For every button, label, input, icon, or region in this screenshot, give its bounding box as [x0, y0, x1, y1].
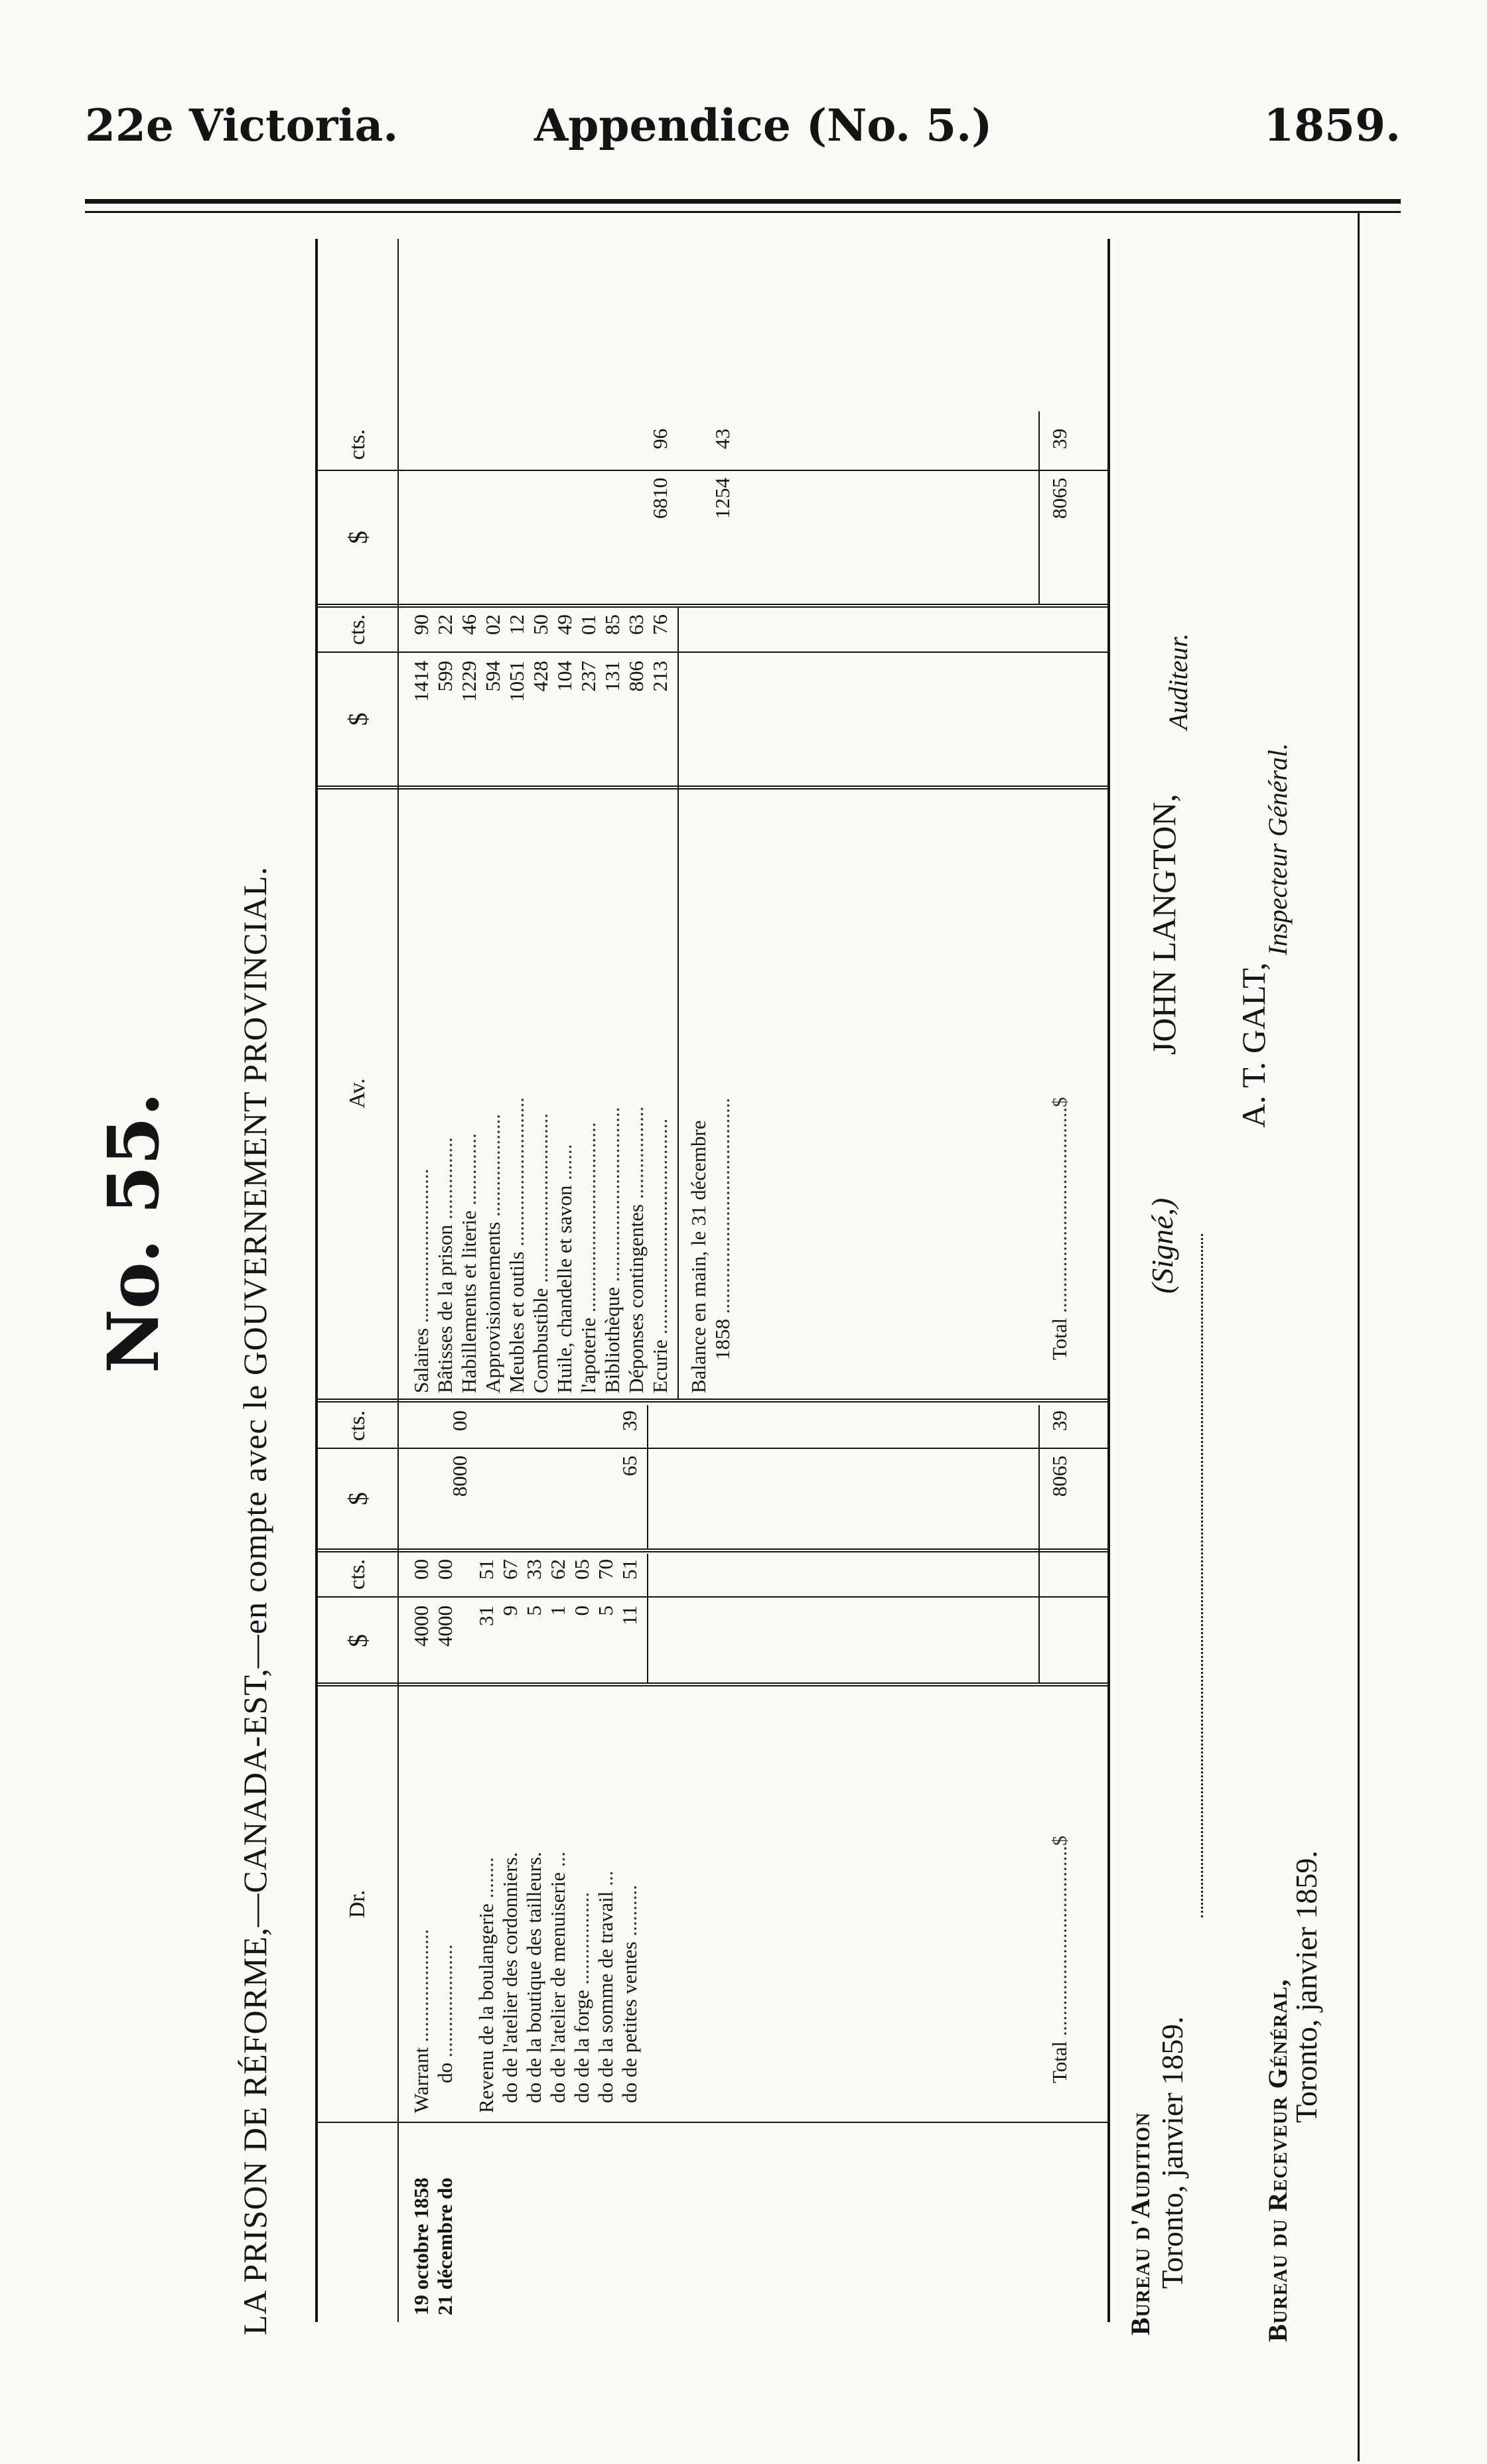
- header-dollar: $: [342, 1492, 373, 1505]
- credit-amount: 213: [648, 661, 672, 692]
- col-rule: [318, 2122, 1107, 2123]
- credit-cents: 02: [481, 614, 504, 635]
- debit-desc: Revenu de la boulangerie ........: [474, 1857, 498, 2113]
- debit-subtotal: 8000: [448, 1456, 471, 1497]
- credit-subtotal-cents: 96: [648, 429, 672, 449]
- header-cts: cts.: [345, 429, 370, 460]
- debit-amount: 0: [570, 1606, 593, 1616]
- credit-cents: 12: [505, 614, 528, 635]
- credit-amount: 594: [481, 661, 504, 692]
- receiver-office: Bureau du Receveur Général,: [1263, 1978, 1293, 2342]
- credit-cents: 90: [409, 614, 433, 635]
- debit-desc: do de l'atelier des cordonniers.: [498, 1852, 522, 2103]
- credit-amount: 1051: [505, 661, 528, 702]
- col-rule: [318, 1448, 1107, 1449]
- debit-amount: 4000: [433, 1606, 457, 1647]
- debit-total-amount: 8065: [1048, 1456, 1071, 1497]
- credit-total-amount: 8065: [1048, 478, 1071, 519]
- debit-amount: 9: [498, 1606, 522, 1616]
- balance-label: Balance en main, le 31 décembre: [687, 1120, 710, 1393]
- debit-cents: 51: [618, 1559, 641, 1580]
- header-dollar: $: [342, 531, 373, 544]
- debit-desc: do de l'atelier de menuiserie ...: [546, 1851, 569, 2103]
- header-cts: cts.: [345, 614, 370, 646]
- credit-desc: Habillements et literie ..............: [457, 1133, 480, 1393]
- account-table: [315, 239, 1110, 2322]
- debit-amount: 1: [546, 1606, 569, 1616]
- credit-desc: Combustible .................................: [529, 1113, 552, 1393]
- credit-cents: 76: [648, 614, 672, 635]
- header-av: Av.: [345, 1078, 370, 1109]
- credit-amount: 428: [529, 661, 552, 692]
- auditor-name: JOHN LANGTON,: [1145, 793, 1182, 1055]
- debit-cents: 33: [522, 1559, 545, 1580]
- debit-desc: do de petites ventes ..........: [618, 1885, 641, 2103]
- separator-line: [1201, 1234, 1203, 1917]
- debit-cents: 00: [433, 1559, 457, 1580]
- credit-cents: 22: [433, 614, 457, 635]
- credit-desc: Déponses contingentes ..................: [624, 1106, 648, 1393]
- credit-desc: Salaires ..............................: [409, 1168, 433, 1393]
- credit-amount: 806: [624, 661, 648, 692]
- debit-cents: 67: [498, 1559, 522, 1580]
- credit-total-cents: 39: [1048, 429, 1071, 449]
- subtotal-rule: [647, 1405, 648, 1548]
- signed-note: (Signé,): [1145, 1198, 1179, 1294]
- header-center: Appendice (No. 5.): [534, 100, 993, 151]
- debit-amount: 5: [594, 1606, 617, 1616]
- debit-total-cents: 39: [1048, 1410, 1071, 1431]
- debit-subtotal-cents: 39: [618, 1410, 641, 1431]
- audit-office: Bureau d'Audition: [1125, 2112, 1155, 2335]
- credit-amount: 1414: [409, 661, 433, 702]
- auditor-title: Auditeur.: [1163, 633, 1193, 730]
- debit-total-label: Total .....................................$: [1048, 1835, 1071, 2083]
- debit-cents: 62: [546, 1559, 569, 1580]
- debit-amount: 5: [522, 1606, 545, 1616]
- credit-cents: 63: [624, 614, 648, 635]
- debit-desc: do ......................: [433, 1944, 457, 2083]
- header-cts: cts.: [345, 1558, 370, 1590]
- debit-date: 19 octobre 1858: [409, 2177, 433, 2315]
- audit-office-place: Toronto, janvier 1859.: [1155, 2016, 1189, 2289]
- credit-amount: 104: [553, 661, 576, 692]
- rotated-document: [86, 179, 1347, 2388]
- debit-amount: 4000: [409, 1606, 433, 1647]
- credit-cents: 01: [577, 614, 600, 635]
- balance-cents: 43: [711, 429, 734, 449]
- credit-subtotal: 6810: [648, 478, 672, 519]
- receiver-name: A. T. GALT,: [1235, 962, 1272, 1128]
- document-title: LA PRISON DE RÉFORME,—CANADA-EST,—en compte avec le GOUVERNEMENT PROVINCIAL.: [236, 866, 273, 2335]
- debit-cents: 00: [409, 1559, 433, 1580]
- credit-cents: 49: [553, 614, 576, 635]
- header-dollar: $: [342, 1634, 373, 1647]
- credit-desc: Ecurie ..........................................: [648, 1118, 672, 1393]
- total-rule: [1038, 411, 1040, 604]
- debit-cents: 05: [570, 1559, 593, 1580]
- balance-year: 1858 ..........................................: [711, 1097, 734, 1360]
- debit-subtotal: 65: [618, 1456, 641, 1476]
- col-rule-double: [318, 1548, 1107, 1552]
- credit-amount: 599: [433, 661, 457, 692]
- document-number: No. 55.: [92, 1092, 175, 1373]
- debit-desc: do de la somme de travail ...: [594, 1870, 617, 2103]
- credit-desc: l'apoterie .....................................: [577, 1122, 600, 1393]
- subtotal-rule: [647, 1554, 648, 1684]
- credit-desc: Bâtisses de la prison ................: [433, 1137, 457, 1393]
- header-left: 22e Victoria.: [85, 100, 399, 151]
- receiver-office-place: Toronto, janvier 1859.: [1289, 1850, 1323, 2123]
- page-right-rule: [1358, 212, 1360, 2461]
- header-dollar: $: [342, 713, 373, 726]
- debit-cents: 51: [474, 1559, 498, 1580]
- credit-desc: Huile, chandelle et savon .......: [553, 1144, 576, 1393]
- balance-amount: 1254: [711, 478, 734, 519]
- col-rule-double: [318, 604, 1107, 608]
- credit-cents: 50: [529, 614, 552, 635]
- credit-cents: 46: [457, 614, 480, 635]
- debit-amount: 31: [474, 1606, 498, 1626]
- debit-desc: do de la forge ..................: [570, 1892, 593, 2103]
- debit-date: 21 décembre do: [433, 2177, 457, 2315]
- credit-amount: 1229: [457, 661, 480, 702]
- header-dr: Dr.: [345, 1889, 370, 1919]
- debit-desc: Warrant ......................: [409, 1929, 433, 2113]
- credit-desc: Bibliothèque ..................................: [601, 1107, 624, 1393]
- credit-desc: Approvisionnements ....................: [481, 1113, 504, 1393]
- credit-amount: 237: [577, 661, 600, 692]
- col-rule-double: [318, 786, 1107, 789]
- subtotal-rule: [677, 608, 679, 1399]
- header-cts: cts.: [345, 1410, 370, 1442]
- credit-cents: 85: [601, 614, 624, 635]
- debit-subtotal-cents: 00: [448, 1410, 471, 1431]
- credit-total-label: Total ........................................$: [1048, 1097, 1071, 1360]
- credit-desc: Meubles et outils .............................: [505, 1097, 528, 1393]
- debit-cents: 70: [594, 1559, 617, 1580]
- col-rule-double: [318, 1399, 1107, 1403]
- receiver-title: Inspecteur Général.: [1263, 743, 1293, 955]
- credit-amount: 131: [601, 661, 624, 692]
- debit-desc: do de la boutique des tailleurs.: [522, 1852, 545, 2103]
- total-rule: [1038, 1405, 1040, 1684]
- header-right: 1859.: [1263, 100, 1401, 151]
- debit-amount: 11: [618, 1606, 641, 1625]
- header-row-rule: [397, 239, 399, 2322]
